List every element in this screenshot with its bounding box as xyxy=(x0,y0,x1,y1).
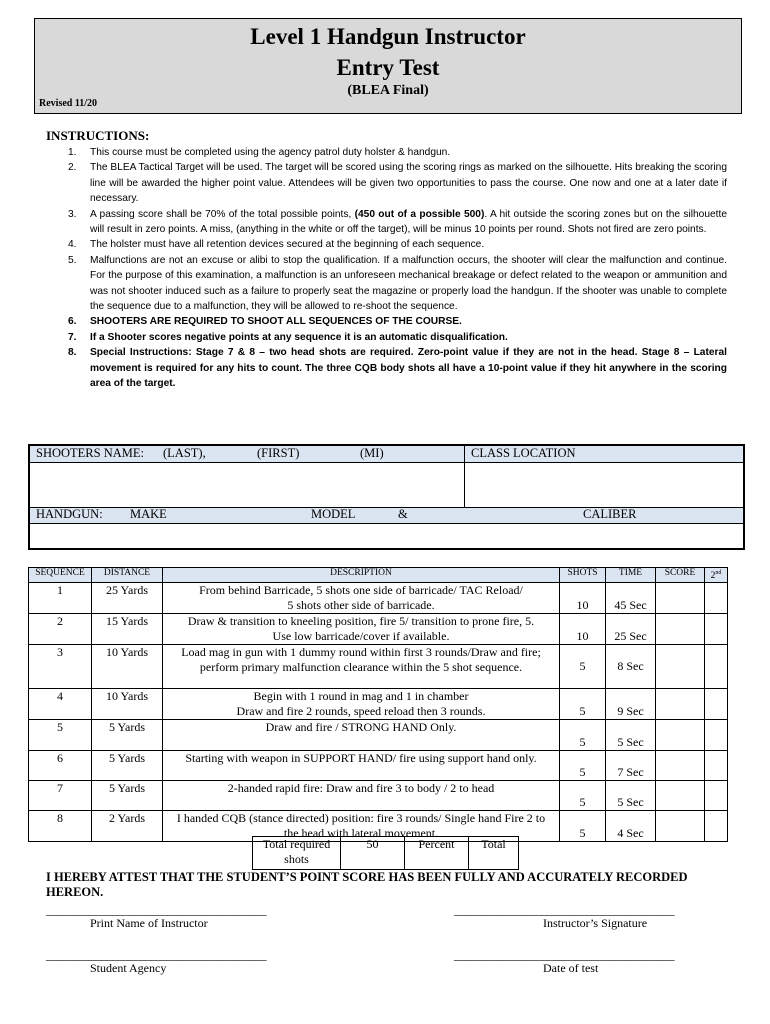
instruction-text: SHOOTERS ARE REQUIRED TO SHOOT ALL SEQUENCES OF THE COURSE. xyxy=(90,316,462,328)
class-location-field[interactable] xyxy=(466,463,743,506)
description-line: 5 shots other side of barricade. xyxy=(287,598,435,613)
total-required-label: Total required xyxy=(262,837,331,851)
score-cell[interactable] xyxy=(656,720,705,751)
instruction-number: 8. xyxy=(68,347,77,359)
description-cell: Starting with weapon in SUPPORT HAND/ fire using support hand only. xyxy=(163,751,560,781)
instruction-number: 5. xyxy=(68,254,77,266)
table-row xyxy=(29,689,728,720)
second-suffix: nd xyxy=(715,570,722,576)
instruction-number: 6. xyxy=(68,316,77,328)
instruction-item xyxy=(55,145,727,160)
revision-label: Revised 11/20 xyxy=(39,98,98,109)
date-of-test-label: Date of test xyxy=(543,961,599,975)
table-header-row xyxy=(29,568,728,583)
middle-initial-label: (MI) xyxy=(360,446,384,460)
distance-cell: 5 Yards xyxy=(92,751,163,781)
description-line: Draw and fire 2 rounds, speed reload then 3 rounds. xyxy=(236,704,486,719)
instruction-text: Malfunctions are not an excuse or alibi to stop the qualification. If a malfunction occurs, the shooter will clear the malfunction and continue. For the purpose of this examination, a malfunction is an unforeseen mechanical breakage or defect related to the weapon or ammunition and was not shooter induced such as a failure to properly seat the magazine or properly load the handgun. If the shooter was unable to complete the sequence due to a malfunction, they will be allowed to re-shoot the sequence. xyxy=(90,254,727,313)
model-label: MODEL xyxy=(311,507,356,521)
page-title: Level 1 Handgun Instructor xyxy=(250,24,526,49)
score-cell[interactable] xyxy=(656,811,705,842)
description-line: Begin with 1 round in mag and 1 in chamber xyxy=(253,689,469,704)
second-attempt-cell[interactable] xyxy=(705,781,728,811)
student-agency-line[interactable]: ________________________________________ xyxy=(46,948,266,962)
shots-cell: 5 xyxy=(560,781,606,811)
make-label: MAKE xyxy=(130,507,167,521)
instruction-text: The holster must have all retention devices secured at the beginning of each sequence. xyxy=(90,239,485,251)
col-header-description: DESCRIPTION xyxy=(163,568,560,583)
shooters-name-label: SHOOTERS NAME: xyxy=(36,446,144,460)
second-label: 2 xyxy=(710,571,716,582)
score-cell[interactable] xyxy=(656,781,705,811)
score-cell[interactable] xyxy=(656,583,705,614)
class-location-label: CLASS LOCATION xyxy=(471,446,576,460)
table-row xyxy=(29,781,728,811)
instruction-item xyxy=(55,160,727,206)
instruction-text-bold: (450 out of a possible 500) xyxy=(354,208,485,220)
header-box xyxy=(34,18,742,114)
instruction-text: The BLEA Tactical Target will be used. The target will be scored using the scoring rings as marked on the silhouette. Hits breaking the scoring line will be awarded the higher point value. Attendees will be given two opportunities to pass the course. One now and one at a later date if necessary. xyxy=(90,162,727,205)
description-line: I handed CQB (stance directed) position: fire 3 rounds/ Single hand Fire 2 to xyxy=(176,811,546,826)
description-cell xyxy=(163,689,560,720)
distance-cell: 10 Yards xyxy=(92,689,163,720)
score-cell[interactable] xyxy=(656,689,705,720)
instructor-signature-label: Instructor’s Signature xyxy=(543,916,648,930)
description-line: Use low barricade/cover if available. xyxy=(272,629,450,644)
handgun-field[interactable] xyxy=(31,524,742,548)
shooter-info-form xyxy=(28,444,745,550)
col-header-score: SCORE xyxy=(656,568,705,583)
shots-cell: 5 xyxy=(560,811,606,842)
page-title-line2: Entry Test xyxy=(336,55,440,80)
instruction-item xyxy=(55,207,727,238)
distance-cell: 10 Yards xyxy=(92,645,163,689)
description-cell xyxy=(163,614,560,645)
totals-row xyxy=(253,837,519,870)
table-row xyxy=(29,583,728,614)
table-row xyxy=(29,614,728,645)
shots-cell: 5 xyxy=(560,751,606,781)
instruction-item xyxy=(55,345,727,391)
instruction-text: If a Shooter scores negative points at any sequence it is an automatic disqualification. xyxy=(90,331,508,343)
page-subtitle: (BLEA Final) xyxy=(347,83,429,98)
second-attempt-cell[interactable] xyxy=(705,811,728,842)
col-header-sequence: SEQUENCE xyxy=(29,568,92,583)
time-cell: 5 Sec xyxy=(606,720,656,751)
percent-label: Percent xyxy=(405,837,469,870)
distance-cell: 25 Yards xyxy=(92,583,163,614)
distance-cell: 5 Yards xyxy=(92,781,163,811)
description-line: the head with lateral movement. xyxy=(283,826,439,841)
sequence-cell: 7 xyxy=(29,781,92,811)
shots-cell: 5 xyxy=(560,689,606,720)
table-row xyxy=(29,751,728,781)
instruction-text: . A hit outside the scoring zones but on the silhouette will result in zero points. A miss, (anything in the white or off the target), will be minus 10 points per round. Shots not fired are zero points. xyxy=(90,208,727,236)
attestation-statement: I HEREBY ATTEST THAT THE STUDENT’S POINT SCORE HAS BEEN FULLY AND ACCURATELY RECORDED HEREON. xyxy=(46,870,688,899)
distance-cell: 5 Yards xyxy=(92,720,163,751)
time-cell: 9 Sec xyxy=(606,689,656,720)
student-agency-label: Student Agency xyxy=(90,961,167,975)
second-attempt-cell[interactable] xyxy=(705,751,728,781)
instruction-number: 2. xyxy=(68,162,77,174)
instruction-number: 1. xyxy=(68,147,77,158)
instruction-text: A passing score shall be 70% of the total possible points, xyxy=(90,208,355,220)
last-name-label: (LAST), xyxy=(163,446,206,460)
instructions-list xyxy=(55,145,727,392)
description-cell: Draw and fire / STRONG HAND Only. xyxy=(163,720,560,751)
date-of-test-line[interactable]: ________________________________________ xyxy=(454,948,674,962)
sequence-table xyxy=(28,567,728,842)
description-line: From behind Barricade, 5 shots one side of barricade/ TAC Reload/ xyxy=(199,583,523,598)
sequence-cell: 3 xyxy=(29,645,92,689)
shots-cell: 10 xyxy=(560,614,606,645)
total-label: Total xyxy=(469,837,519,870)
description-cell xyxy=(163,645,560,689)
description-line: Draw & transition to kneeling position, fire 5/ transition to prone fire, 5. xyxy=(187,614,535,629)
instruction-item xyxy=(55,314,727,329)
first-name-label: (FIRST) xyxy=(257,446,300,460)
col-header-second xyxy=(705,568,728,583)
description-cell xyxy=(163,583,560,614)
instruction-item xyxy=(55,237,727,252)
time-cell: 45 Sec xyxy=(606,583,656,614)
instruction-number: 3. xyxy=(68,208,77,220)
sequence-cell: 6 xyxy=(29,751,92,781)
score-cell[interactable] xyxy=(656,751,705,781)
table-row xyxy=(29,720,728,751)
table-row xyxy=(29,645,728,689)
shots-cell: 5 xyxy=(560,645,606,689)
time-cell: 4 Sec xyxy=(606,811,656,842)
time-cell: 25 Sec xyxy=(606,614,656,645)
col-header-distance: DISTANCE xyxy=(92,568,163,583)
print-name-line[interactable]: ________________________________________ xyxy=(46,903,266,917)
total-required-cell xyxy=(253,837,341,870)
instruction-text: Special Instructions: Stage 7 & 8 – two head shots are required. Zero-point value if they are not in the head. Stage 8 – Lateral movement is required for any hits to count. The three CQB body shots all have a 10-point value if they hit anywhere in the scoring area of the target. xyxy=(90,347,727,390)
instruction-number: 4. xyxy=(68,239,77,251)
instructions-heading: INSTRUCTIONS: xyxy=(46,128,150,143)
handgun-label: HANDGUN: xyxy=(36,507,103,521)
instructor-signature-line[interactable]: ________________________________________ xyxy=(454,903,674,917)
instruction-item xyxy=(55,253,727,315)
shooter-name-field[interactable] xyxy=(31,463,463,506)
col-header-time: TIME xyxy=(606,568,656,583)
second-attempt-cell[interactable] xyxy=(705,645,728,689)
second-attempt-cell[interactable] xyxy=(705,614,728,645)
total-shots-label: shots xyxy=(284,852,309,866)
second-attempt-cell[interactable] xyxy=(705,583,728,614)
total-required-value: 50 xyxy=(341,837,405,870)
totals-table xyxy=(252,836,519,870)
sequence-cell: 2 xyxy=(29,614,92,645)
shots-cell: 5 xyxy=(560,720,606,751)
time-cell: 5 Sec xyxy=(606,781,656,811)
instruction-text: This course must be completed using the agency patrol duty holster & handgun. xyxy=(90,147,451,158)
description-line: perform primary malfunction clearance within the 5 shot sequence. xyxy=(199,660,523,675)
shots-cell: 10 xyxy=(560,583,606,614)
caliber-label: CALIBER xyxy=(583,507,637,521)
instruction-number: 7. xyxy=(68,331,77,343)
sequence-cell: 5 xyxy=(29,720,92,751)
time-cell: 8 Sec xyxy=(606,645,656,689)
second-attempt-cell[interactable] xyxy=(705,720,728,751)
form-divider xyxy=(464,446,465,507)
sequence-cell: 8 xyxy=(29,811,92,842)
second-attempt-cell[interactable] xyxy=(705,689,728,720)
description-line: Load mag in gun with 1 dummy round within first 3 rounds/Draw and fire; xyxy=(181,645,541,660)
sequence-cell: 4 xyxy=(29,689,92,720)
score-cell[interactable] xyxy=(656,614,705,645)
ampersand-label: & xyxy=(398,507,408,521)
score-cell[interactable] xyxy=(656,645,705,689)
distance-cell: 2 Yards xyxy=(92,811,163,842)
instruction-item xyxy=(55,330,727,345)
col-header-shots: SHOTS xyxy=(560,568,606,583)
time-cell: 7 Sec xyxy=(606,751,656,781)
print-name-label: Print Name of Instructor xyxy=(90,916,208,930)
sequence-cell: 1 xyxy=(29,583,92,614)
description-cell: 2-handed rapid fire: Draw and fire 3 to body / 2 to head xyxy=(163,781,560,811)
distance-cell: 15 Yards xyxy=(92,614,163,645)
